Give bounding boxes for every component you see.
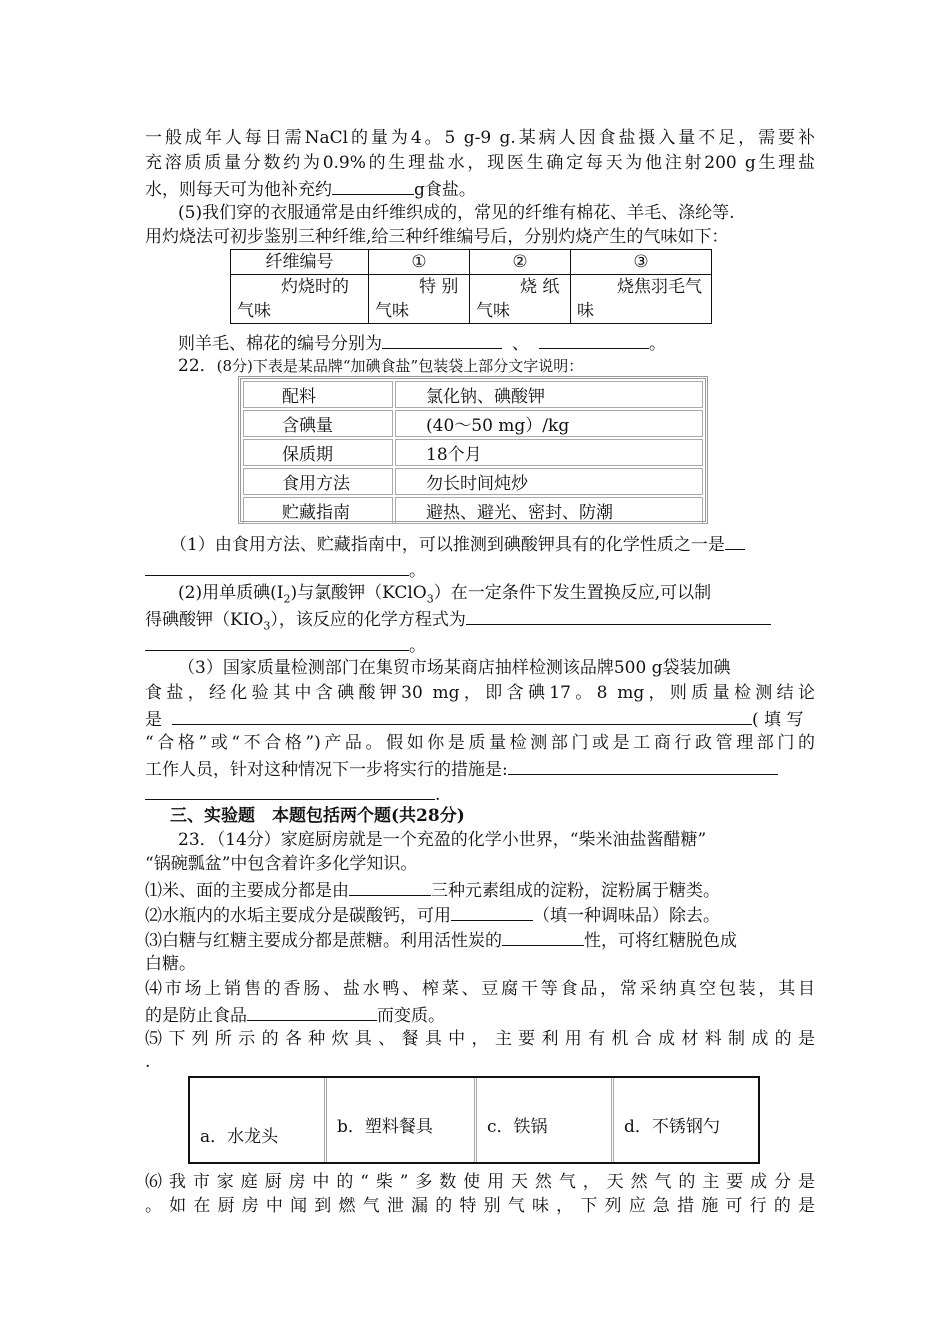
text-line: (2)用单质碘$(I_2)$与氯酸钾（KClO$_3$）在一定条件下发生置换反应,可以制 <box>178 583 712 606</box>
option-c[interactable]: c．铁锅 <box>487 1117 548 1137</box>
text-line <box>145 1002 815 1028</box>
text-span: ），该反应的化学方程式为 <box>270 610 466 630</box>
answer-blank[interactable] <box>349 877 431 896</box>
text-line: 。如在厨房中闻到燃气泄漏的特别气味，下列应急措施可行的是 <box>145 1196 815 1216</box>
table-cell: 18个月 <box>395 439 703 466</box>
text-span: 。 <box>409 636 426 656</box>
salt-table-body <box>241 379 705 526</box>
text-line: “合格”或“不合格”)产品。假如你是质量检测部门或是工商行政管理部门的 <box>145 733 815 753</box>
text-span: (2)用单质碘(I <box>178 583 284 603</box>
text-line: 用灼烧法可初步鉴别三种纤维,给三种纤维编号后，分别灼烧产生的气味如下： <box>145 227 729 247</box>
cell-text: 气味 <box>375 301 409 321</box>
text-span: 的是防止食品 <box>145 1006 247 1026</box>
text-span: ( 填 写 <box>752 710 804 730</box>
text-line <box>178 330 848 356</box>
option-cell <box>190 1078 327 1162</box>
table-row <box>243 410 703 437</box>
text-span: （填一种调味品）除去。 <box>533 906 720 926</box>
text-line: ⑹我市家庭厨房中的“柴”多数使用天然气，天然气的主要成分是 <box>145 1172 815 1192</box>
text-line: （3）国家质量检测部门在集贸市场某商店抽样检测该品牌500 g袋装加碘 <box>178 658 731 678</box>
text-span: ）在一定条件下发生置换反应,可以制 <box>433 583 712 603</box>
text-span: . <box>435 785 441 805</box>
answer-blank[interactable] <box>502 927 584 946</box>
text-span: ⑶白糖与红糖主要成分都是蔗糖。利用活性炭的 <box>145 931 502 951</box>
table-row <box>243 381 703 408</box>
cell-text: 烧 纸 <box>520 277 560 297</box>
table-cell: (40～50 mg）/kg <box>395 410 703 437</box>
iodized-salt-table <box>238 376 708 524</box>
answer-blank[interactable] <box>725 531 745 550</box>
text-line: 充溶质质量分数约为0.9%的生理盐水，现医生确定每天为他注射200 g生理盐 <box>145 153 815 173</box>
option-cell <box>327 1078 477 1162</box>
table-cell: 食用方法 <box>243 468 393 495</box>
text-span: 是 <box>145 710 162 730</box>
text-line <box>145 557 815 583</box>
answer-blank[interactable] <box>466 606 771 625</box>
text-line: “锅碗瓢盆”中包含着许多化学知识。 <box>145 854 418 874</box>
text-line: (5)我们穿的衣服通常是由纤维织成的，常见的纤维有棉花、羊毛、涤纶等. <box>178 203 735 223</box>
text-line <box>145 176 815 202</box>
table-cell: 保质期 <box>243 439 393 466</box>
text-line: 食盐，经化验其中含碘酸钾30 mg，即含碘17。8 mg，则质量检测结论 <box>145 683 815 703</box>
option-d[interactable]: d．不锈钢勺 <box>624 1117 720 1137</box>
question-22-intro <box>178 354 848 378</box>
table-cell: 勿长时间炖炒 <box>395 468 703 495</box>
text-span: 、 <box>512 334 529 354</box>
table-cell: 避热、避光、密封、防潮 <box>395 497 703 524</box>
text-line: 白糖。 <box>145 954 196 974</box>
text-span: 工作人员，针对这种情况下一步将实行的措施是: <box>145 760 508 780</box>
table-cell: ② <box>470 250 571 275</box>
option-a[interactable]: a．水龙头 <box>200 1127 279 1147</box>
cell-text: 烧焦羽毛气 <box>617 277 702 297</box>
option-b[interactable]: b．塑料餐具 <box>337 1117 433 1137</box>
utensil-options-table <box>188 1076 760 1164</box>
text-span: 水，则每天可为他补充约 <box>145 180 332 200</box>
text-span: )与氯酸钾（KClO <box>290 583 427 603</box>
answer-blank[interactable] <box>451 902 533 921</box>
section-heading: 三、实验题 本题包括两个题(共28分) <box>170 806 465 826</box>
table-cell: 纤维编号 <box>231 250 369 275</box>
cell-text: 灼烧时的 <box>281 277 349 297</box>
cell-text: 特 别 <box>419 277 459 297</box>
cell-text: 气味 <box>476 301 510 321</box>
text-line <box>145 632 815 658</box>
text-line: ⑷市场上销售的香肠、盐水鸭、榨菜、豆腐干等食品，常采纳真空包装，其目 <box>145 979 815 999</box>
text-span: g食盐。 <box>414 180 476 200</box>
table-cell: 氯化钠、碘酸钾 <box>395 381 703 408</box>
table-cell <box>231 275 369 324</box>
text-span: 。 <box>649 334 666 354</box>
text-line: 一般成年人每日需NaCl的量为4。5 g-9 g.某病人因食盐摄入量不足，需要补 <box>145 128 815 148</box>
table-cell: 含碘量 <box>243 410 393 437</box>
answer-blank[interactable] <box>145 781 435 800</box>
table-row <box>243 439 703 466</box>
answer-blank[interactable] <box>332 176 414 195</box>
answer-blank[interactable] <box>172 706 752 725</box>
table-cell <box>571 275 712 324</box>
table-cell: 配料 <box>243 381 393 408</box>
answer-blank[interactable] <box>145 557 409 576</box>
text-line: . <box>145 1052 151 1072</box>
text-span: 。 <box>409 561 426 581</box>
fiber-table <box>230 249 712 324</box>
table-cell: 贮藏指南 <box>243 497 393 524</box>
text-line: ⑸下列所示的各种炊具、餐具中，主要利用有机合成材料制成的是 <box>145 1029 815 1049</box>
text-line <box>170 531 826 557</box>
text-span: 三种元素组成的淀粉，淀粉属于糖类。 <box>431 881 720 901</box>
option-cell <box>477 1078 614 1162</box>
answer-blank[interactable] <box>247 1002 377 1021</box>
answer-blank[interactable] <box>539 330 649 349</box>
table-row <box>243 468 703 495</box>
text-span: 而变质。 <box>377 1006 445 1026</box>
question-number: 22． <box>178 356 217 376</box>
table-row <box>243 497 703 524</box>
text-line <box>145 706 815 732</box>
text-span: 性，可将红糖脱色成 <box>584 931 737 951</box>
text-line: 得碘酸钾$(KIO_3)$，该反应的化学方程式为 <box>145 606 815 638</box>
text-span: 则羊毛、棉花的编号分别为 <box>178 334 382 354</box>
answer-blank[interactable] <box>508 756 778 775</box>
text-span: ⑴米、面的主要成分都是由 <box>145 881 349 901</box>
text-line <box>145 902 815 928</box>
table-cell <box>470 275 571 324</box>
cell-text: 气味 <box>237 301 271 321</box>
text-span: （1）由食用方法、贮藏指南中，可以推测到碘酸钾具有的化学性质之一是 <box>170 535 725 555</box>
option-cell <box>614 1078 758 1162</box>
table-cell: ① <box>369 250 470 275</box>
text-span: 得碘酸钾（KIO <box>145 610 264 630</box>
cell-text: 味 <box>577 301 594 321</box>
text-line <box>145 877 815 903</box>
answer-blank[interactable] <box>145 632 409 651</box>
table-cell <box>369 275 470 324</box>
text-line: 23．（14分）家庭厨房就是一个充盈的化学小世界，“柴米油盐酱醋糖” <box>178 830 707 850</box>
text-line <box>145 756 825 782</box>
answer-blank[interactable] <box>382 330 502 349</box>
text-span: ⑵水瓶内的水垢主要成分是碳酸钙，可用 <box>145 906 451 926</box>
table-cell: ③ <box>571 250 712 275</box>
text-span: (8分)下表是某品牌“加碘食盐”包装袋上部分文字说明： <box>216 357 584 375</box>
text-line <box>145 927 815 953</box>
